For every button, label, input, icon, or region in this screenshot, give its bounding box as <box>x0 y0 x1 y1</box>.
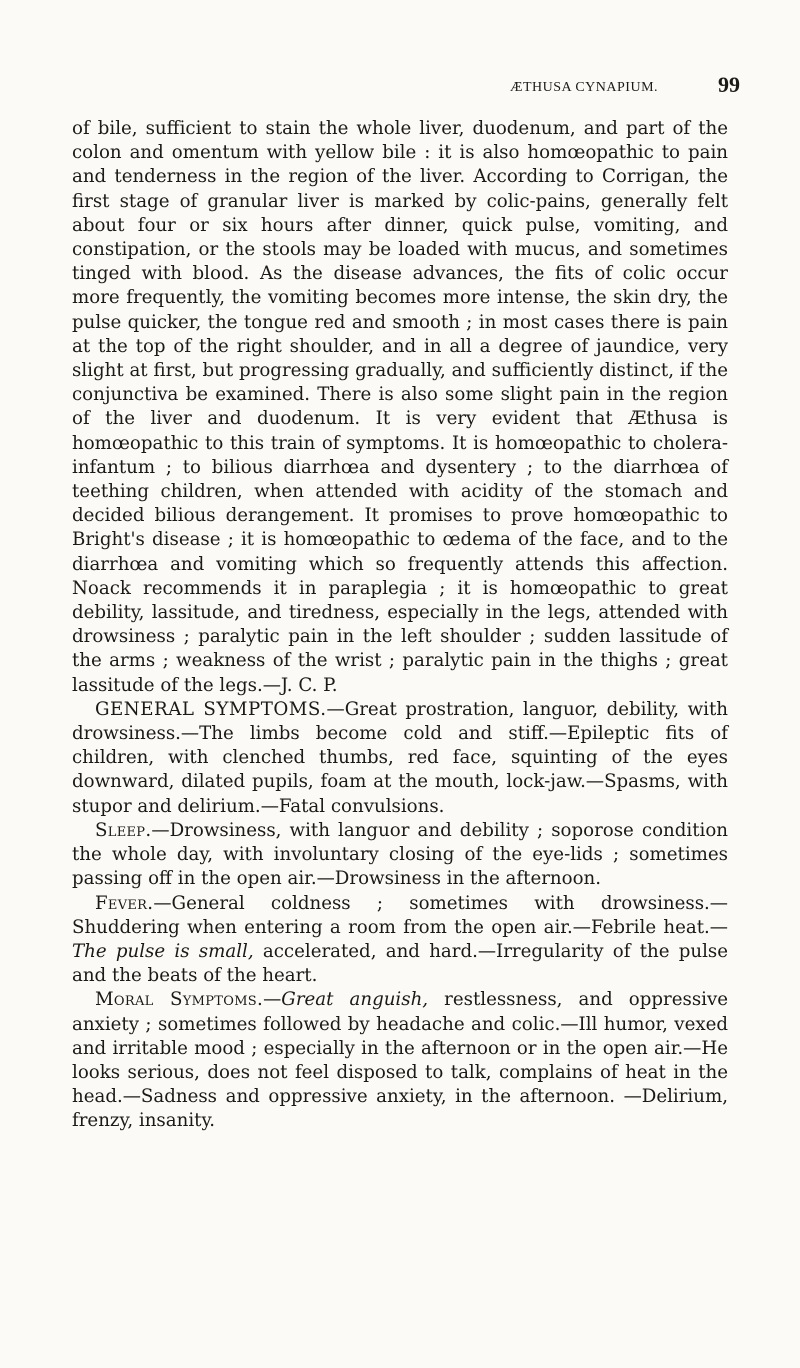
moral-italic: Great anguish, <box>281 989 429 1011</box>
fever-paragraph <box>72 892 728 989</box>
paragraph-continuation: of bile, sufficient to stain the whole liver, duodenum, and part of the colon and omentum with yellow bile : it is also homœopathic to pain and tenderness in the region of the liver. According to Corrigan, the first stage of granular liver is marked by colic-pains, generally felt about four or six hours after dinner, quick pulse, vomiting, and constipation, or the stools may be loaded with mucus, and sometimes tinged with blood. As the disease advances, the fits of colic occur more frequently, the vomiting becomes more intense, the skin dry, the pulse quicker, the tongue red and smooth ; in most cases there is pain at the top of the right shoulder, and in all a degree of jaundice, very slight at first, but progressing gradually, and sufficiently distinct, if the conjunctiva be examined. There is also some slight pain in the region of the liver and duodenum. It is very evident that Æthusa is homœopathic to this train of symptoms. It is homœopathic to cholera-infantum ; to bilious diarrhœa and dysentery ; to the diarrhœa of teething children, when attended with acidity of the stomach and decided bilious derangement. It promises to prove homœopathic to Bright's disease ; it is homœopathic to œdema of the face, and to the diarrhœa and vomiting which so frequently attends this affection. Noack recommends it in paraplegia ; it is homœopathic to great debility, lassitude, and tiredness, especially in the legs, attended with drowsiness ; paralytic pain in the left shoulder ; sudden lassitude of the arms ; weakness of the wrist ; paralytic pain in the thighs ; great lassitude of the legs.—J. C. P. <box>72 118 728 696</box>
moral-symptoms-heading: Moral Symptoms. <box>95 989 264 1011</box>
moral-dash: — <box>263 989 282 1011</box>
general-symptoms-paragraph <box>72 698 728 819</box>
body-text <box>72 117 728 1134</box>
fever-text-1: —General coldness ; sometimes with drowsiness.—Shuddering when entering a room from the open air.—Febrile heat.— <box>72 892 728 938</box>
fever-heading: Fever. <box>95 892 154 914</box>
moral-symptoms-paragraph <box>72 988 728 1133</box>
sleep-heading: Sleep. <box>95 819 152 841</box>
sleep-text: —Drowsiness, with languor and debility ; soporose condition the whole day, with involuntary closing of the eye-lids ; sometimes passing off in the open air.—Drowsiness in the afternoon. <box>72 819 728 890</box>
sleep-paragraph <box>72 819 728 892</box>
fever-italic: The pulse is small, <box>72 940 254 962</box>
page-number: 99 <box>718 72 740 97</box>
fever-text-2: accelerated, and hard.—Irregularity of the pulse and the beats of the heart. <box>72 940 728 987</box>
moral-symptoms-text: restlessness, and oppressive anxiety ; sometimes followed by headache and colic.—Ill humor, vexed and irritable mood ; especially in the afternoon or in the open air.—He looks serious, does not feel disposed to talk, complains of heat in the head.—Sadness and oppressive anxiety, in the afternoon. —Delirium, frenzy, insanity. <box>72 989 729 1132</box>
general-symptoms-text: —Great prostration, languor, debility, with drowsiness.—The limbs become cold and stiff.—Epileptic fits of children, with clenched thumbs, red face, squinting of the eyes downward, dilated pupils, foam at the mouth, lock-jaw.—Spasms, with stupor and delirium.—Fatal convulsions. <box>72 698 728 817</box>
running-head: ÆTHUSA CYNAPIUM. <box>510 80 659 95</box>
general-symptoms-heading: GENERAL SYMPTOMS. <box>95 698 327 720</box>
